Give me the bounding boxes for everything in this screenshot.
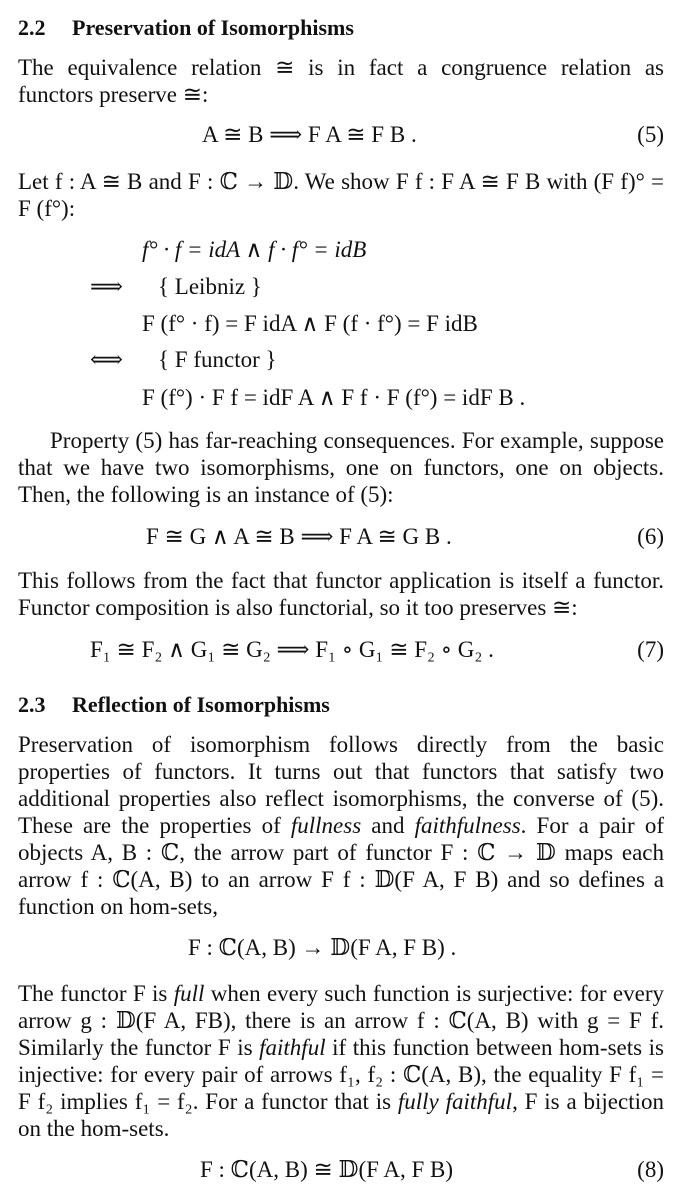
emphasis-fullness: fullness	[290, 813, 362, 838]
section-heading-2-2	[18, 14, 354, 41]
derivation-hint-leibniz: { Leibniz }	[158, 274, 262, 299]
equation-8	[18, 1156, 664, 1186]
derivation-line-2: F (f° · f) = F idA ∧ F (f · f°) = F idB	[142, 311, 478, 336]
section-number: 2.3	[18, 692, 46, 717]
paragraph-reflection	[18, 731, 664, 920]
text-run: . For a pair of objects A, B : ℂ, the arrow part of functor F : ℂ → 𝔻 maps each arrow f : ℂ(A, B) to an arrow F f : 𝔻(F A, F B) and so defines a function on hom-sets,	[18, 813, 665, 919]
emphasis-faithful: faithful	[259, 1035, 326, 1060]
section-title: Reflection of Isomorphisms	[72, 692, 330, 717]
paragraph-let-f: Let f : A ≅ B and F : ℂ → 𝔻. We show F f : F A ≅ F B with (F f)° = F (f°):	[18, 169, 664, 221]
section-title: Preservation of Isomorphisms	[72, 15, 354, 40]
emphasis-faithfulness: faithfulness	[414, 813, 521, 838]
paragraph-congruence: The equivalence relation ≅ is in fact a congruence relation as functors preserve ≅:	[18, 55, 664, 107]
equation-8-formula: F : ℂ(A, B) ≅ 𝔻(F A, F B)	[200, 1157, 454, 1182]
equation-5	[18, 121, 664, 151]
derivation-line-3: F (f°) · F f = idF A ∧ F f · F (f°) = idF B .	[142, 385, 526, 410]
equation-6-number: (6)	[637, 524, 664, 549]
equation-7-formula: F₁ ≅ F₂ ∧ G₁ ≅ G₂ ⟹ F₁ ∘ G₁ ≅ F₂ ∘ G₂ .	[90, 637, 494, 662]
text-run: and	[361, 813, 415, 838]
iff-arrow: ⟺	[90, 347, 123, 372]
emphasis-fully-faithful: fully faithful	[397, 1089, 513, 1114]
text-run: when every such function is surjective: for every arrow g : 𝔻(F A, FB), there is an arrow f : ℂ(A, B) with g = F f. Similarly the functor F is	[18, 981, 664, 1060]
section-number: 2.2	[18, 15, 46, 40]
equation-5-number: (5)	[637, 122, 664, 147]
emphasis-full: full	[173, 981, 205, 1006]
text-run: Preservation of isomorphism follows directly from the basic properties of functors. It turns out that functors that satisfy two additional properties also reflect isomorphisms, the converse of (5). These are the properties of	[18, 732, 664, 838]
derivation-line-1: f° · f = idA ∧ f · f° = idB	[142, 237, 367, 262]
text-run: , F is a bijection on the hom-sets.	[18, 1089, 664, 1141]
equation-5-formula: A ≅ B ⟹ F A ≅ F B .	[202, 122, 417, 147]
text-run: if this function between hom-sets is injective: for every pair of arrows f₁, f₂ : ℂ(A, B), the equality F f₁ = F f₂ implies f₁ = f₂. For a functor that is	[18, 1035, 664, 1114]
equation-7-number: (7)	[637, 637, 664, 662]
equation-6-formula: F ≅ G ∧ A ≅ B ⟹ F A ≅ G B .	[146, 524, 452, 549]
equation-8-number: (8)	[637, 1157, 664, 1182]
paragraph-property-5: Property (5) has far-reaching consequences. For example, suppose that we have two isomorphisms, one on functors, one on objects. Then, the following is an instance of (5):	[18, 428, 664, 507]
implies-arrow: ⟹	[90, 274, 123, 299]
paragraph-functor-application: This follows from the fact that functor application is itself a functor. Functor composition is also functorial, so it too preserves ≅:	[18, 568, 664, 620]
hom-set-formula: F : ℂ(A, B) → 𝔻(F A, F B) .	[188, 935, 457, 960]
equation-hom-set-map	[18, 934, 664, 964]
section-heading-2-3	[18, 691, 330, 718]
equation-6	[18, 523, 664, 553]
derivation-hint-functor: { F functor }	[158, 347, 277, 372]
text-run: The functor F is	[18, 981, 174, 1006]
paragraph-full-faithful	[18, 980, 664, 1142]
equation-7	[18, 636, 664, 666]
